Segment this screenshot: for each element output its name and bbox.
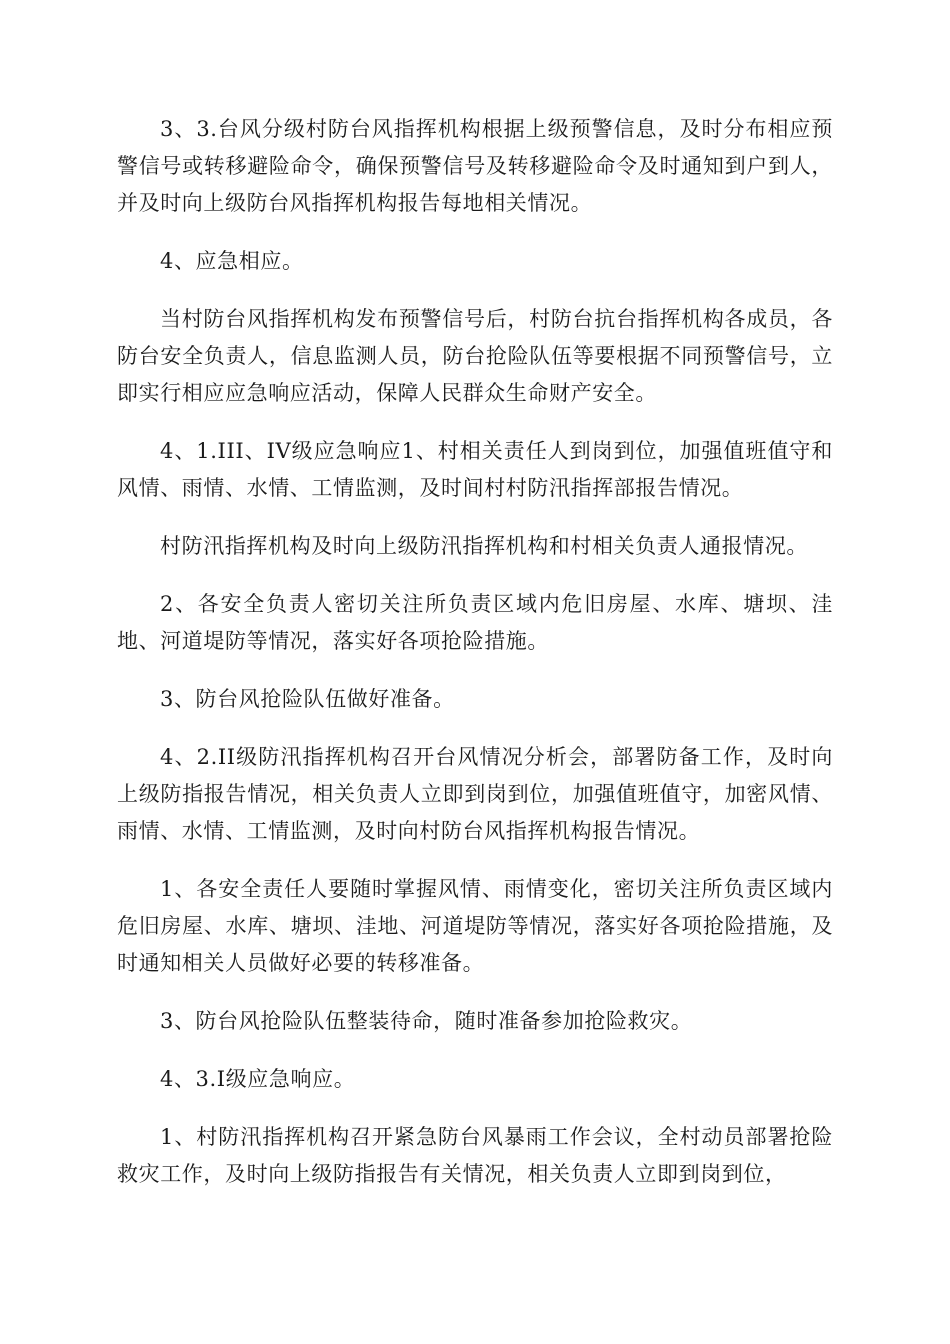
paragraph-level-1-response: 4、3.I级应急响应。	[160, 1067, 356, 1091]
paragraph-rescue-team-standby: 3、防台风抢险队伍整装待命，随时准备参加抢险救灾。	[160, 1009, 693, 1033]
paragraph-level-2-response: 4、2.II级防汛指挥机构召开台风情况分析会，部署防备工作，及时向上级防指报告情况，相关负责人立即到岗到位，加强值班值守，加密风情、雨情、水情、工情监测，及时向村防台风指挥机构报告情况。	[117, 745, 833, 843]
paragraph-level-3-4-response: 4、1.III、IV级应急响应1、村相关责任人到岗到位，加强值班值守和风情、雨情、水情、工情监测，及时间村村防汛指挥部报告情况。	[117, 439, 833, 500]
paragraph-safety-officers: 2、各安全负责人密切关注所负责区域内危旧房屋、水库、塘坝、洼地、河道堤防等情况，落实好各项抢险措施。	[117, 592, 833, 653]
paragraph-emergency-response-heading: 4、应急相应。	[160, 249, 304, 273]
paragraph-typhoon-grading: 3、3.台风分级村防台风指挥机构根据上级预警信息，及时分布相应预警信号或转移避险命令，确保预警信号及转移避险命令及时通知到户到人，并及时向上级防台风指挥机构报告每地相关情况。	[117, 117, 833, 215]
paragraph-report-situation: 村防汛指挥机构及时向上级防汛指挥机构和村相关负责人通报情况。	[160, 534, 808, 558]
paragraph-rescue-team-ready: 3、防台风抢险队伍做好准备。	[160, 687, 455, 711]
document-body	[117, 111, 833, 1214]
paragraph-emergency-meeting: 1、村防汛指挥机构召开紧急防台风暴雨工作会议，全村动员部署抢险救灾工作，及时向上级防指报告有关情况，相关负责人立即到岗到位，	[117, 1125, 833, 1186]
paragraph-safety-responsibility: 1、各安全责任人要随时掌握风情、雨情变化，密切关注所负责区域内危旧房屋、水库、塘坝、洼地、河道堤防等情况，落实好各项抢险措施，及时通知相关人员做好必要的转移准备。	[117, 877, 833, 975]
paragraph-warning-issued: 当村防台风指挥机构发布预警信号后，村防台抗台指挥机构各成员，各防台安全负责人，信息监测人员，防台抢险队伍等要根据不同预警信号，立即实行相应应急响应活动，保障人民群众生命财产安全。	[117, 307, 833, 405]
